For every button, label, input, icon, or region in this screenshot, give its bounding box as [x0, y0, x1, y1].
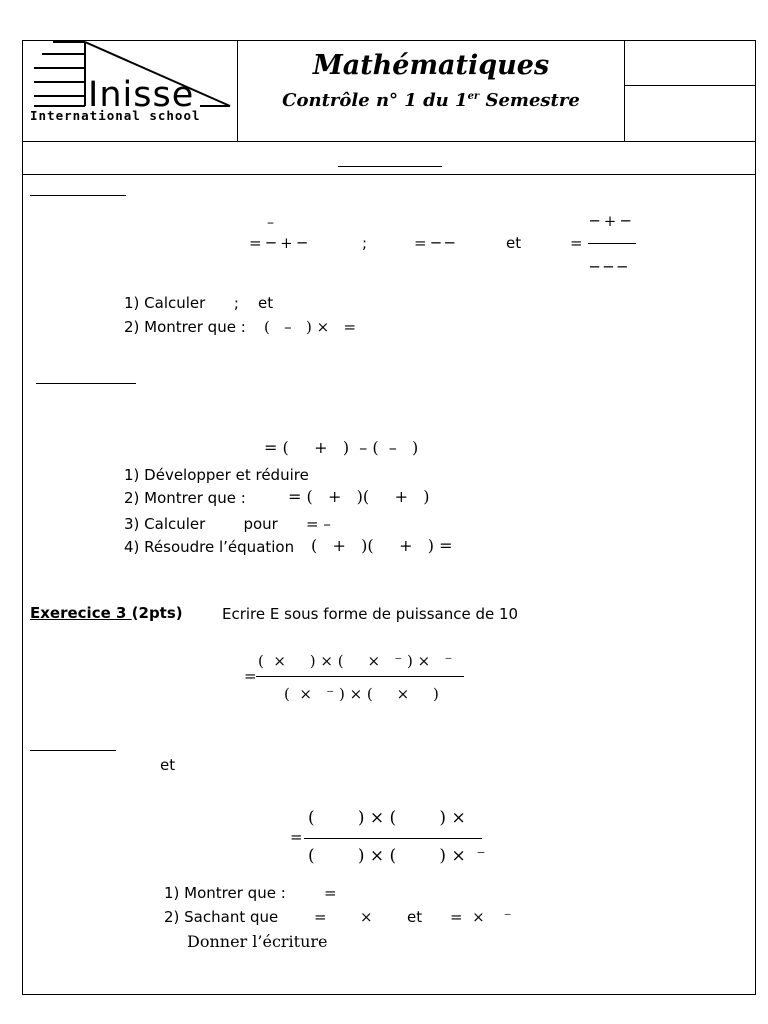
ex4-question-2-label: 2) Sachant que — [164, 908, 279, 926]
ex4-and-text: et — [160, 756, 176, 774]
ex2-question-2-math: = ( + )( + ) — [288, 487, 430, 506]
subtitle-suffix: Semestre — [479, 90, 580, 111]
ex1-definition-2: = ─ ─ — [414, 234, 455, 252]
ex4-question-1-math: = — [324, 884, 337, 902]
ex1-eq1-numerator: – — [267, 215, 274, 231]
ex4-question-2-math-2: = × ⁻ — [450, 908, 512, 926]
exercise-4-heading-line — [30, 750, 116, 751]
ex4-numerator: ( ) × ( ) × — [308, 808, 466, 828]
ex4-question-2-and: et — [407, 908, 423, 926]
ex4-question-2-line-2: Donner l’écriture — [187, 932, 328, 951]
name-blank-line — [338, 166, 442, 167]
ex3-numerator: ( × ) × ( × ⁻ ) × ⁻ — [258, 652, 453, 670]
ex1-definition-1: = ─ + ─ — [249, 234, 307, 252]
header-subrow — [22, 142, 756, 175]
ex1-definition-3-equals: = — [570, 234, 583, 252]
ex2-question-1: 1) Développer et réduire — [124, 466, 309, 484]
ex4-question-2-math-1: = × — [314, 908, 373, 926]
ex3-fraction-bar — [256, 676, 464, 677]
exercise-1-heading-line — [30, 195, 126, 196]
ex4-denominator: ( ) × ( ) × ⁻ — [308, 846, 486, 866]
exam-title-block — [238, 40, 624, 141]
exam-header — [22, 40, 756, 142]
exercise-3-points: (2pts) — [131, 604, 183, 622]
ex1-and-text: et — [506, 234, 522, 252]
ex2-question-3-label: 3) Calculer pour — [124, 515, 278, 533]
ex2-question-3-math: = – — [306, 515, 331, 533]
exercise-2-heading-line — [36, 383, 136, 384]
ex1-definition-3-numerator: ─ + ─ — [590, 212, 631, 230]
exercise-3-statement: Ecrire E sous forme de puissance de 10 — [222, 605, 519, 623]
header-score-box — [624, 40, 756, 141]
ex1-definition-3-fraction-bar — [588, 243, 636, 244]
ex3-equals: = — [244, 667, 257, 685]
ex2-question-4-label: 4) Résoudre l’équation — [124, 538, 295, 556]
logo-brand-text: Inisse — [88, 75, 195, 115]
subtitle-prefix: Contrôle n° 1 du 1 — [282, 90, 468, 111]
ex1-question-2-math: ( – ) × = — [264, 318, 357, 336]
ex1-question-2-label: 2) Montrer que : — [124, 318, 246, 336]
ex2-question-2-label: 2) Montrer que : — [124, 489, 246, 507]
ex1-separator: ; — [362, 234, 368, 252]
exam-subtitle — [238, 90, 624, 111]
exercise-3-title: Exerecice 3 — [30, 604, 132, 622]
exam-title: Mathématiques — [312, 50, 550, 81]
ex4-question-1-label: 1) Montrer que : — [164, 884, 286, 902]
subtitle-superscript: er — [467, 91, 480, 102]
ex2-question-4-math: ( + )( + ) = — [311, 536, 453, 555]
school-logo — [22, 40, 238, 141]
ex2-expression: = ( + ) – ( – ) — [264, 438, 419, 457]
ex3-denominator: ( × ⁻ ) × ( × ) — [284, 685, 439, 703]
score-box-divider — [625, 85, 756, 86]
ex4-equals: = — [290, 828, 303, 846]
logo-tagline: International school — [30, 108, 201, 123]
ex4-fraction-bar — [304, 838, 482, 839]
exercise-3-heading — [30, 604, 183, 622]
ex1-question-1: 1) Calculer ; et — [124, 294, 274, 312]
ex1-definition-3-denominator: ─ ─ ─ — [590, 258, 627, 276]
